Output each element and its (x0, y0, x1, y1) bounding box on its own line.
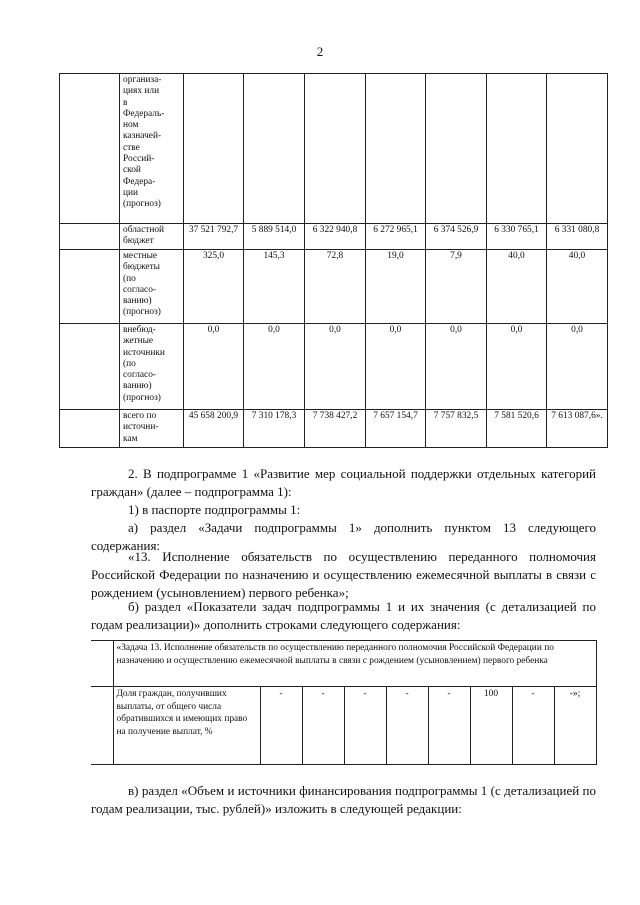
table-row (91, 641, 596, 687)
indicator-label: Доля граждан, получивших выплаты, от общего числа обратившихся и имеющих право на получение выплат, % (113, 687, 260, 765)
table-cell: 45 658 200,9 (184, 410, 244, 448)
table-row (60, 74, 608, 224)
table-cell: 0,0 (547, 324, 608, 410)
page-number: 2 (316, 44, 324, 59)
table-cell: 6 330 765,1 (487, 224, 547, 250)
table-cell (487, 74, 547, 224)
paragraph-subprogram-1: 2. В подпрограмме 1 «Развитие мер социальной поддержки отдельных категорий граждан» (далее – подпрограмма 1): (91, 466, 596, 499)
table-cell: 7,9 (426, 250, 487, 324)
table-cell: 19,0 (366, 250, 426, 324)
table-cell: 5 889 514,0 (244, 224, 305, 250)
table-cell (305, 74, 366, 224)
table-cell: - (512, 687, 554, 765)
table-cell: 145,3 (244, 250, 305, 324)
table-cell-blank (60, 250, 120, 324)
table-cell: 40,0 (487, 250, 547, 324)
table-cell: 72,8 (305, 250, 366, 324)
table-row (60, 224, 608, 250)
table-cell-blank (91, 687, 113, 765)
table-cell (547, 74, 608, 224)
table-cell: 7 310 178,3 (244, 410, 305, 448)
financing-table-continued (59, 73, 608, 448)
table-cell: 0,0 (244, 324, 305, 410)
table-cell: 40,0 (547, 250, 608, 324)
table-cell: 7 738 427,2 (305, 410, 366, 448)
table-row-label: всего по источни- кам (120, 410, 184, 448)
table-cell: - (344, 687, 386, 765)
table-cell: 0,0 (184, 324, 244, 410)
paragraph-task-13: «13. Исполнение обязательств по осуществлению переданного полномочия Российской Федерации по назначению и осуществлению ежемесячной выплаты в связи с рождением (усыновлением) первого ребенка»; (91, 549, 596, 600)
table-cell: 7 581 520,6 (487, 410, 547, 448)
table-cell: -»; (554, 687, 596, 765)
table-cell: 0,0 (487, 324, 547, 410)
paragraph-indicators-section: б) раздел «Показатели задач подпрограммы 1 и их значения (с детализацией по годам реализации)» дополнить строками следующего содержания: (91, 599, 596, 632)
table-cell: - (260, 687, 302, 765)
table-row (60, 410, 608, 448)
table-cell-blank (91, 641, 113, 687)
table-cell (184, 74, 244, 224)
table-cell: 6 374 526,9 (426, 224, 487, 250)
table-cell-blank (60, 224, 120, 250)
table-cell: 7 613 087,6». (547, 410, 608, 448)
table-cell-blank (60, 410, 120, 448)
table-row-label: внебюд- жетные источники (по согласо- ванию) (прогноз) (120, 324, 184, 410)
table-row-label: областной бюджет (120, 224, 184, 250)
table-cell: - (386, 687, 428, 765)
table-cell: 37 521 792,7 (184, 224, 244, 250)
table-cell: 100 (470, 687, 512, 765)
table-cell: - (428, 687, 470, 765)
table-row (60, 250, 608, 324)
table-cell: 7 657 154,7 (366, 410, 426, 448)
table-cell: 0,0 (426, 324, 487, 410)
table-cell: 6 322 940,8 (305, 224, 366, 250)
indicators-table (91, 640, 597, 765)
table-cell: - (302, 687, 344, 765)
table-row (91, 687, 596, 765)
table-cell: 325,0 (184, 250, 244, 324)
table-cell: 0,0 (305, 324, 366, 410)
paragraph-financing-section: в) раздел «Объем и источники финансирования подпрограммы 1 (с детализацией по годам реализации, тыс. рублей)» изложить в следующей редакции: (91, 783, 596, 816)
table-row (60, 324, 608, 410)
paragraph-passport: 1) в паспорте подпрограммы 1: (128, 502, 301, 517)
task-13-header: «Задача 13. Исполнение обязательств по осуществлению переданного полномочия Российской Федерации по назначению и осуществлению ежемесячной выплаты в связи с рождением (усыновлением) первого ребенка (113, 641, 596, 687)
table-cell (366, 74, 426, 224)
table-row-label: местные бюджеты (по согласо- ванию) (прогноз) (120, 250, 184, 324)
table-cell: 0,0 (366, 324, 426, 410)
table-row-label (120, 74, 184, 224)
table-cell: 6 331 080,8 (547, 224, 608, 250)
table-cell-blank (60, 74, 120, 224)
table-cell: 7 757 832,5 (426, 410, 487, 448)
table-cell: 6 272 965,1 (366, 224, 426, 250)
table-cell (426, 74, 487, 224)
table-cell-blank (60, 324, 120, 410)
label-line: организа- циях или в Федераль- ном казначей- стве Россий- ской Федера- ции (прогноз) (123, 75, 165, 210)
table-cell (244, 74, 305, 224)
paragraph-tasks-section: а) раздел «Задачи подпрограммы 1» дополнить пунктом 13 следующего содержания: (91, 520, 596, 553)
